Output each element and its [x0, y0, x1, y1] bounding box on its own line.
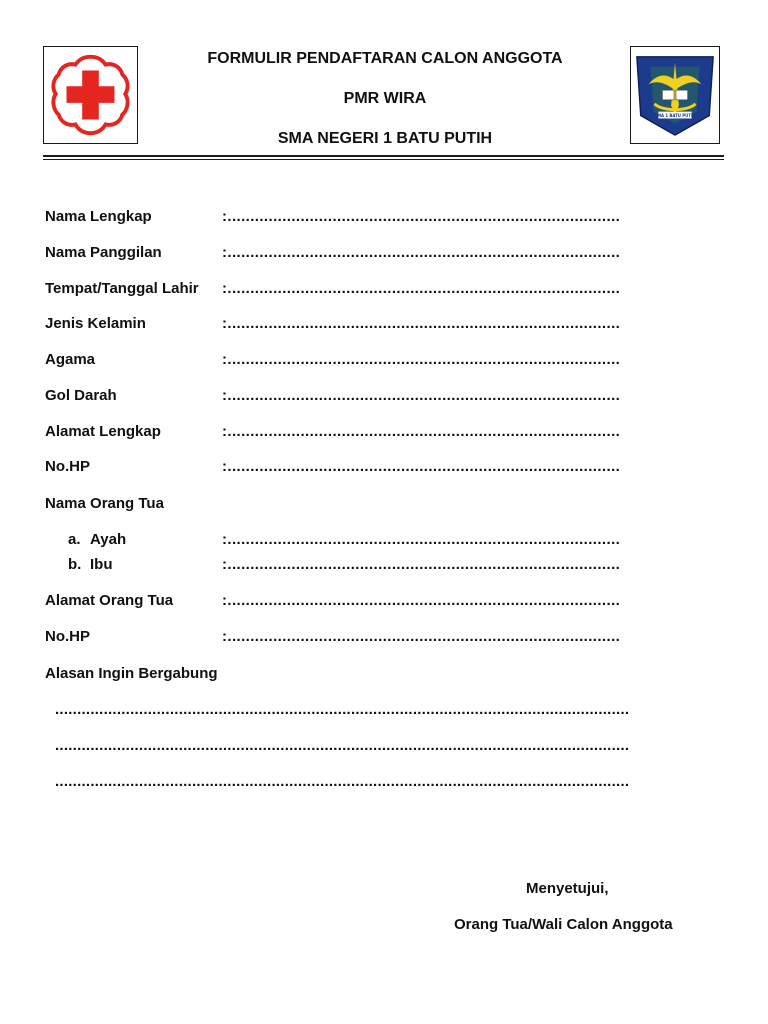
list-marker-a: a.	[68, 531, 81, 548]
school-name: SMA NEGERI 1 BATU PUTIH	[277, 130, 493, 147]
reason-heading: Alasan Ingin Bergabung	[45, 665, 218, 682]
header-divider-thick	[43, 155, 724, 157]
field-label-ayah: Ayah	[90, 531, 127, 548]
field-label-alamat-orang-tua: Alamat Orang Tua	[45, 592, 174, 609]
field-label-alamat-lengkap: Alamat Lengkap	[45, 423, 161, 440]
form-title: FORMULIR PENDAFTARAN CALON ANGGOTA	[207, 50, 563, 67]
list-marker-b: b.	[68, 556, 82, 573]
field-label-gol-darah: Gol Darah	[45, 387, 117, 404]
field-label-nama-lengkap: Nama Lengkap	[45, 208, 152, 225]
field-blank-tempat-tanggal-lahir: :......................................................................................	[222, 280, 621, 297]
header-divider-thin	[43, 159, 724, 160]
field-blank-nama-lengkap: :......................................................................................	[222, 208, 621, 225]
field-blank-jenis-kelamin: :......................................................................................	[222, 315, 621, 332]
organization-name: PMR WIRA	[343, 90, 427, 107]
pmr-logo	[43, 46, 138, 144]
field-label-tempat-tanggal-lahir: Tempat/Tanggal Lahir	[45, 280, 199, 297]
field-label-jenis-kelamin: Jenis Kelamin	[45, 315, 146, 332]
field-blank-ayah: :......................................................................................	[222, 531, 621, 548]
field-blank-nama-panggilan: :......................................................................................	[222, 244, 621, 261]
red-cross-icon	[44, 47, 137, 143]
field-label-no-hp: No.HP	[45, 458, 90, 475]
svg-text:SMA 1 BATU PUTIH: SMA 1 BATU PUTIH	[654, 113, 696, 118]
field-blank-no-hp: :......................................................................................	[222, 458, 621, 475]
field-blank-agama: :......................................................................................	[222, 351, 621, 368]
field-blank-ibu: :......................................................................................	[222, 556, 621, 573]
reason-line-3: ..................................................................................................................................	[55, 773, 630, 790]
field-blank-no-hp-orang-tua: :......................................................................................	[222, 628, 621, 645]
field-label-ibu: Ibu	[90, 556, 113, 573]
field-blank-alamat-lengkap: :......................................................................................	[222, 423, 621, 440]
reason-line-1: ..................................................................................................................................	[55, 701, 630, 718]
reason-line-2: ..................................................................................................................................	[55, 737, 630, 754]
field-blank-alamat-orang-tua: :......................................................................................	[222, 592, 621, 609]
approval-label: Menyetujui,	[526, 880, 609, 897]
school-logo	[630, 46, 720, 144]
field-label-nama-panggilan: Nama Panggilan	[45, 244, 162, 261]
field-label-no-hp-orang-tua: No.HP	[45, 628, 90, 645]
parents-heading: Nama Orang Tua	[45, 495, 164, 512]
field-blank-gol-darah: :......................................................................................	[222, 387, 621, 404]
school-emblem-icon	[631, 47, 719, 143]
guardian-signature-label: Orang Tua/Wali Calon Anggota	[454, 916, 673, 933]
field-label-agama: Agama	[45, 351, 96, 368]
